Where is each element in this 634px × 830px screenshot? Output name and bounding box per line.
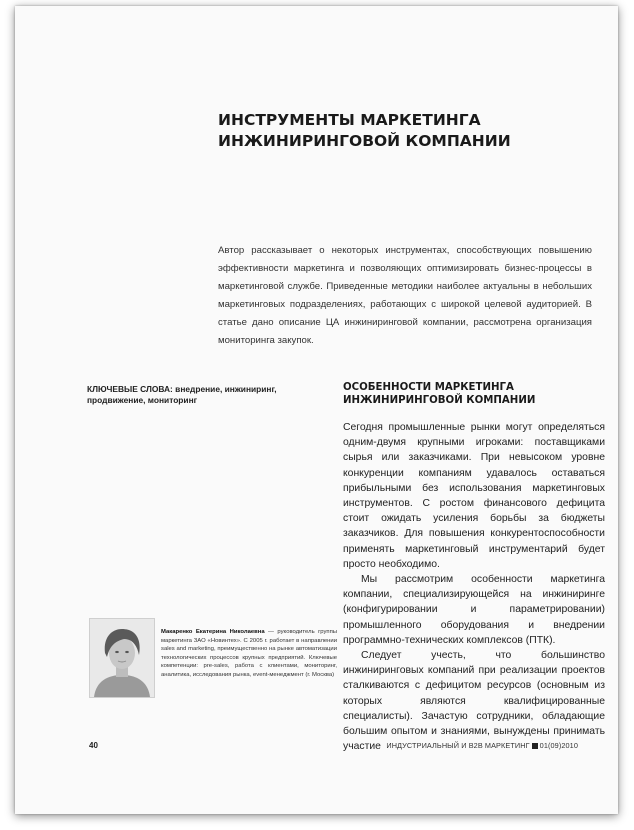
section-heading <box>343 381 603 407</box>
body-paragraph-1: Сегодня промышленные рынки могут определяться одним-двумя крупными игроками: поставщиками сырья или заказчиками. При невысоком уровне конкуренции компаниям удавалось оставаться прибыльными без использования маркетинговых инструментов. С ростом финансового дефицита стоит ожидать усиления борьбы за бюджеты заказчиков. Для повышения конкурентоспособности применять маркетинговый инструментарий будет просто необходимо. <box>343 422 605 570</box>
body-paragraph-3: Следует учесть, что большинство инжиниринговых компаний при реализации проектов сталкиваются с дефицитом ресурсов (основным из которых являются квалифицированные специалисты). Зачастую сотрудники, обладающие большим опытом и знаниями, вынуждены принимать участие <box>343 650 605 753</box>
section-body <box>343 420 605 754</box>
author-bio <box>161 628 337 680</box>
section-heading-line-2: ИНЖИНИРИНГОВОЙ КОМПАНИИ <box>343 395 536 406</box>
article-title-line-1: ИНСТРУМЕНТЫ МАРКЕТИНГА <box>218 111 481 129</box>
journal-name: ИНДУСТРИАЛЬНЫЙ И B2B МАРКЕТИНГ <box>386 741 530 750</box>
keywords-label: КЛЮЧЕВЫЕ СЛОВА: <box>87 384 173 394</box>
journal-page <box>15 6 618 814</box>
issue-number: 01(09)2010 <box>539 741 578 750</box>
article-title-line-2: ИНЖИНИРИНГОВОЙ КОМПАНИИ <box>218 132 511 150</box>
author-block <box>89 618 339 698</box>
article-title <box>218 110 578 152</box>
body-paragraph-2: Мы рассмотрим особенности маркетинга компании, специализирующейся на инжиниринге (конфигурировании и параметрировании) промышленного оборудования и внедрении программно-технических комплексов (ПТК). <box>343 574 605 646</box>
journal-footer <box>386 741 578 750</box>
author-description: — руководитель группы маркетинга ЗАО «Новинтех». С 2005 г. работает в направлении sales and marketing, преимущественно на рынке автоматизации технологических процессов крупных предприятий. Ключевые компетенции: pre-sales, работа с клиентами, мониторинг, аналитика, исследования рынка, event-менеджмент (г. Москва) <box>161 629 338 678</box>
keywords-block <box>87 384 332 406</box>
separator-square-icon <box>532 743 538 749</box>
keywords-list: внедрение, инжиниринг, продвижение, мониторинг <box>87 384 277 405</box>
section-heading-line-1: ОСОБЕННОСТИ МАРКЕТИНГА <box>343 382 514 393</box>
author-photo <box>89 618 155 698</box>
article-abstract: Автор рассказывает о некоторых инструментах, способствующих повышению эффективности маркетинга и позволяющих оптимизировать бизнес-процессы в маркетинговой службе. Приведенные методики наиболее актуальны в небольших маркетинговых подразделениях, работающих с широкой целевой аудиторией. В статье дано описание ЦА инжиниринговой компании, рассмотрена организация мониторинга закупок. <box>218 245 592 346</box>
page-number: 40 <box>89 741 98 750</box>
author-name: Макаренко Екатерина Николаевна <box>161 629 265 635</box>
